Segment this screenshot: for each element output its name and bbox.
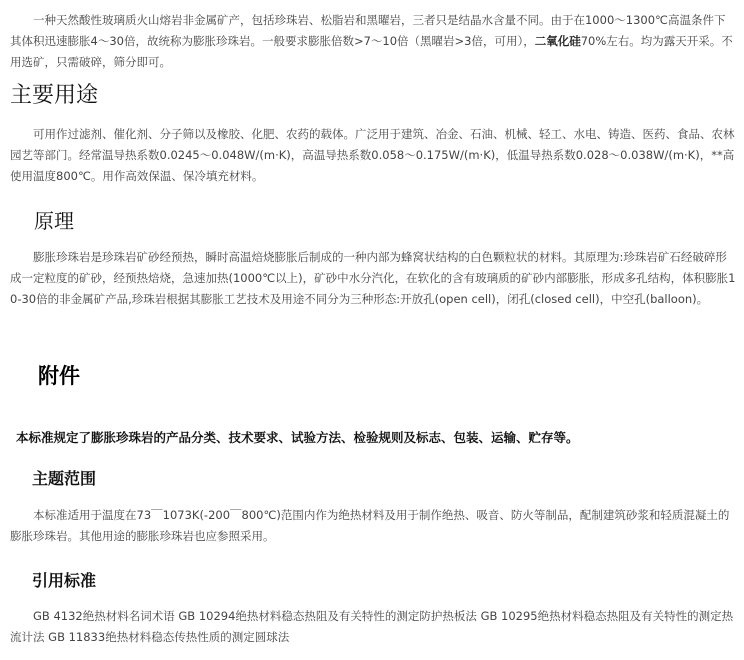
references-heading: 引用标准 xyxy=(32,571,97,590)
intro-text-end: 70%左右。均为露天开采。不用选矿，只需破碎，筛分即可。 xyxy=(10,34,733,69)
principle-heading: 原理 xyxy=(34,209,74,233)
appendix-lead: 本标准规定了膨胀珍珠岩的产品分类、技术要求、试验方法、检验规则及标志、包装、运输、贮存等。 xyxy=(16,430,579,445)
scope-paragraph: 本标准适用于温度在73￣1073K(-200￣800℃)范围内作为绝热材料及用于制作绝热、吸音、防火等制品，配制建筑砂浆和轻质混凝土的膨胀珍珠岩。其他用途的膨胀珍珠岩也应参照采用。 xyxy=(10,508,730,543)
uses-paragraph: 可用作过滤剂、催化剂、分子筛以及橡胶、化肥、农药的载体。广泛用于建筑、冶金、石油、机械、轻工、水电、铸造、医药、食品、农林园艺等部门。经常温导热系数0.0245～0.048W/(m·K)，高温导热系数0.058～0.175W/(m·K)，低温导热系数0.028～0.038W/(m·K)，**高使用温度800℃。用作高效保温、保冷填充材料。 xyxy=(10,127,735,183)
intro-paragraph xyxy=(10,10,736,73)
uses-heading: 主要用途 xyxy=(10,83,99,108)
references-paragraph: GB 4132绝热材料名词术语 GB 10294绝热材料稳态热阻及有关特性的测定防护热板法 GB 10295绝热材料稳态热阻及有关特性的测定热流计法 GB 11833绝热材料稳态传热性质的测定圆球法 xyxy=(10,609,734,644)
scope-heading: 主题范围 xyxy=(32,469,97,488)
principle-paragraph: 膨胀珍珠岩是珍珠岩矿砂经预热，瞬时高温焙烧膨胀后制成的一种内部为蜂窝状结构的白色颗粒状的材料。其原理为:珍珠岩矿石经破碎形成一定粒度的矿砂，经预热焙烧，急速加热(1000℃以上)，矿砂中水分汽化，在软化的含有玻璃质的矿砂内部膨胀，形成多孔结构，体积膨胀10-30倍的非金属矿产品,珍珠岩根据其膨胀工艺技术及用途不同分为三种形态:开放孔(open cell)，闭孔(closed cell)，中空孔(balloon)。 xyxy=(10,250,736,306)
intro-bold-term: 二氧化硅 xyxy=(534,34,581,48)
appendix-heading: 附件 xyxy=(38,364,80,388)
intro-text: 一种天然酸性玻璃质火山熔岩非金属矿产，包括珍珠岩、松脂岩和黑曜岩，三者只是结晶水含量不同。由于在1000～1300℃高温条件下其体积迅速膨胀4～30倍，故统称为膨胀珍珠岩。一般要求膨胀倍数>7～10倍（黑曜岩>3倍，可用）， xyxy=(10,13,726,48)
